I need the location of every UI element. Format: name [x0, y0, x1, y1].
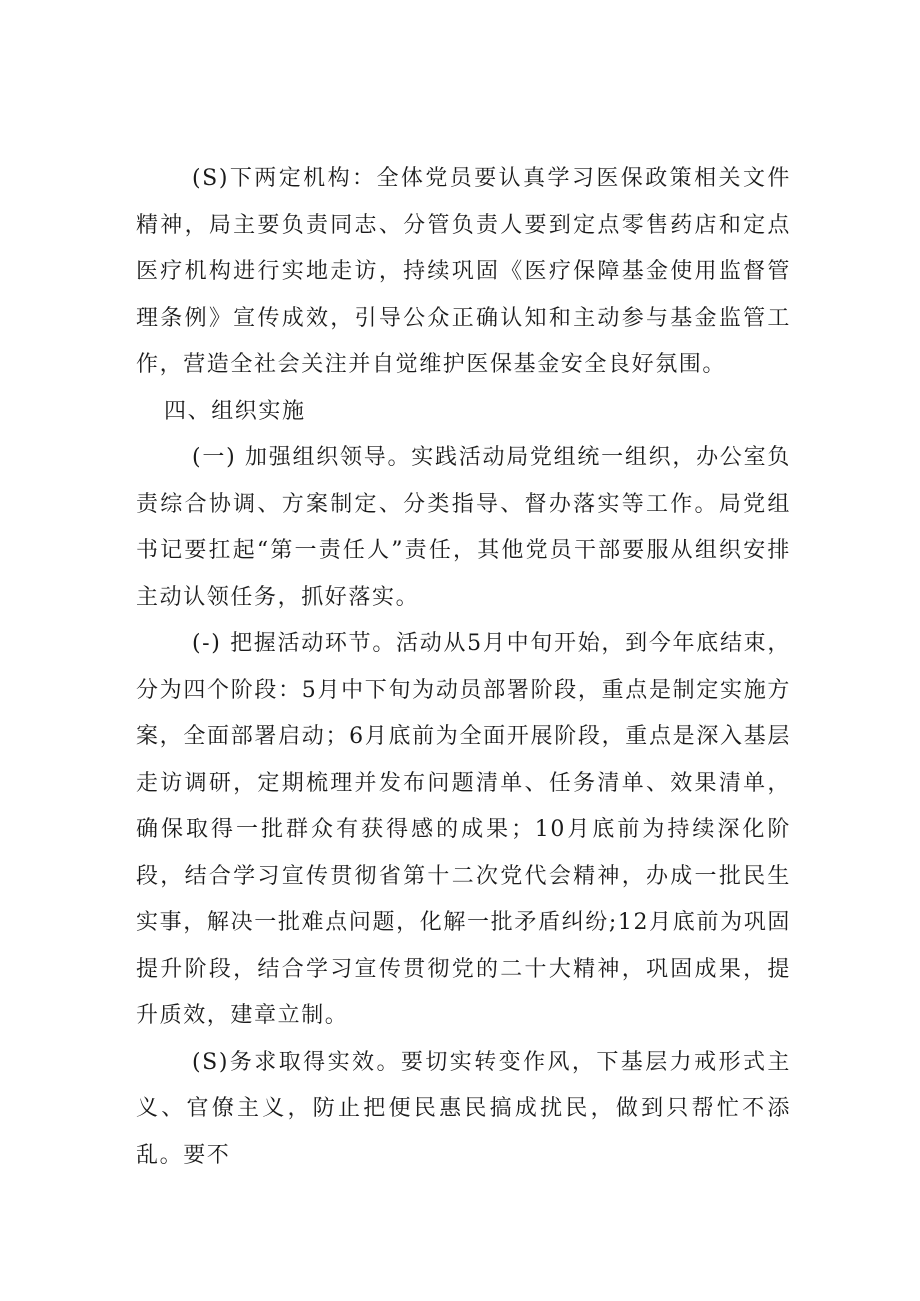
paragraph-visit-institutions: (S)下两定机构：全体党员要认真学习医保政策相关文件精神，局主要负责同志、分管负责人要到定点零售药店和定点医疗机构进行实地走访，持续巩固《医疗保障基金使用监督管理条例》宣传成效，引导公众正确认知和主动参与基金监管工作，营造全社会关注并自觉维护医保基金安全良好氛围。	[136, 166, 791, 377]
paragraph-activity-stages: (-) 把握活动环节。活动从5月中旬开始，到今年底结束，分为四个阶段：5月中下旬为动员部署阶段，重点是制定实施方案，全面部署启动；6月底前为全面开展阶段，重点是深入基层走访调研，定期梳理并发布问题清单、任务清单、效果清单，确保取得一批群众有获得感的成果；10月底前为持续深化阶段，结合学习宣传贯彻省第十二次党代会精神，办成一批民生实事，解决一批难点问题，化解一批矛盾纠纷;12月底前为巩固提升阶段，结合学习宣传贯彻党的二十大精神，巩固成果，提升质效，建章立制。	[136, 631, 791, 1028]
paragraph-leadership: (一) 加强组织领导。实践活动局党组统一组织，办公室负责综合协调、方案制定、分类指导、督办落实等工作。局党组书记要扛起“第一责任人”责任，其他党员干部要服从组织安排主动认领任务，抓好落实。	[136, 445, 791, 610]
paragraph-effectiveness: (S)务求取得实效。要切实转变作风，下基层力戒形式主义、官僚主义，防止把便民惠民搞成扰民，做到只帮忙不添乱。要不	[136, 1049, 791, 1168]
document-body	[136, 156, 791, 1179]
section-heading-organization: 四、组织实施	[164, 398, 306, 424]
